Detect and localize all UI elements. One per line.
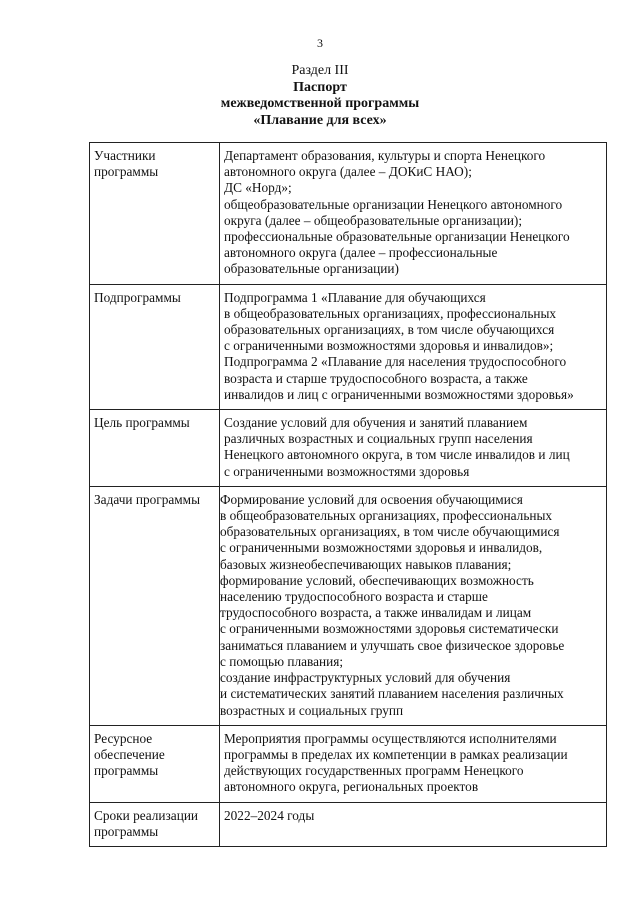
row-value: Формирование условий для освоения обучающимися в общеобразовательных организациях, профессиональных образовательных организациях, в том числе обучающимися с ограниченными возможностями здоровья и инвалидов, базовых жизнеобеспечивающих навыков плавания; формирование условий, обеспечивающих возможность населению трудоспособного возраста и старше трудоспособного возраста, а также инвалидам и лицам с ограниченными возможностями здоровья систематически заниматься плаванием и улучшать свое физическое здоровье с помощью плавания; создание инфраструктурных условий для обучения и систематических занятий плаванием населения различных возрастных и социальных групп xyxy=(220,486,607,725)
table-row xyxy=(90,802,607,846)
table-row xyxy=(90,410,607,487)
passport-title: Паспорт xyxy=(293,79,347,95)
program-type-title: межведомственной программы xyxy=(220,96,420,111)
section-title: Раздел III xyxy=(291,63,349,78)
row-value: Мероприятия программы осуществляются исполнителями программы в пределах их компетенции в рамках реализации действующих государственных программ Ненецкого автономного округа, региональных проектов xyxy=(220,725,607,802)
page-number: 3 xyxy=(317,36,323,50)
row-label: Цель программы xyxy=(90,410,220,487)
row-value: Подпрограмма 1 «Плавание для обучающихся в общеобразовательных организациях, профессиональных образовательных организациях, в том числе обучающихся с ограниченными возможностями здоровья и инвалидов»; Подпрограмма 2 «Плавание для населения трудоспособного возраста и старше трудоспособного возраста, а также инвалидов и лиц с ограниченными возможностями здоровья» xyxy=(220,284,607,409)
row-value: Департамент образования, культуры и спорта Ненецкого автономного округа (далее – ДОКиС НАО); ДС «Норд»; общеобразовательные организации Ненецкого автономного округа (далее – общеобразовательные организации); профессиональные образовательные организации Ненецкого автономного округа (далее – профессиональные образовательные организации) xyxy=(220,143,607,285)
row-label: Сроки реализации программы xyxy=(90,802,220,846)
row-label: Ресурсное обеспечение программы xyxy=(90,725,220,802)
table-row xyxy=(90,143,607,285)
row-label: Подпрограммы xyxy=(90,284,220,409)
passport-table xyxy=(89,142,607,847)
table-row xyxy=(90,725,607,802)
row-label: Задачи программы xyxy=(90,486,220,725)
row-value: 2022–2024 годы xyxy=(220,802,607,846)
row-value: Создание условий для обучения и занятий плаванием различных возрастных и социальных групп населения Ненецкого автономного округа, в том числе инвалидов и лиц с ограниченными возможностями здоровья xyxy=(220,410,607,487)
program-name-title: «Плавание для всех» xyxy=(253,112,387,128)
table-row xyxy=(90,284,607,409)
table-row xyxy=(90,486,607,725)
row-label: Участники программы xyxy=(90,143,220,285)
document-heading xyxy=(0,63,640,129)
